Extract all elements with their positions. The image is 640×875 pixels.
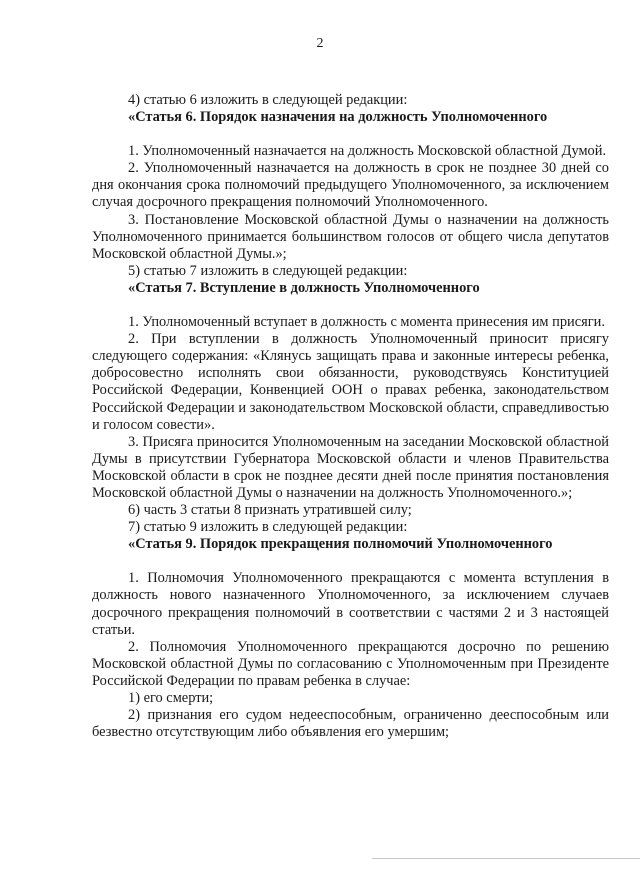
article-6-part-3: 3. Постановление Московской областной Думы о назначении на должность Уполномоченного принимается большинством голосов от общего числа депутатов Московской областной Думы.»;: [92, 211, 609, 262]
amendment-item-6: 6) часть 3 статьи 8 признать утратившей силу;: [128, 502, 412, 519]
amendment-item-7: 7) статью 9 изложить в следующей редакции:: [128, 519, 408, 536]
article-7-part-3: 3. Присяга приносится Уполномоченным на заседании Московской областной Думы в присутствии Губернатора Московской области и членов Правительства Московской области в срок не позднее десяти дней после принятия постановления Московской областной Думы о назначении на должность Уполномоченного.»;: [92, 433, 609, 501]
amendment-item-5: 5) статью 7 изложить в следующей редакции:: [128, 262, 408, 279]
scan-edge-line: [372, 858, 640, 859]
page-number: 2: [316, 36, 324, 51]
article-9-heading: «Статья 9. Порядок прекращения полномочий Уполномоченного: [128, 536, 553, 553]
spacer: [92, 553, 609, 570]
article-9-part-2-clause-1: 1) его смерти;: [128, 690, 214, 706]
amendment-item-4: 4) статью 6 изложить в следующей редакции:: [128, 92, 408, 108]
article-7-part-2: 2. При вступлении в должность Уполномоченный приносит присягу следующего содержания: «Клянусь защищать права и законные интересы ребенка, добросовестно исполнять свои обязанности, руководствуясь Конституцией Российской Федерации, Конвенцией ООН о правах ребенка, законодательством Российской Федерации и законодательством Московской области, справедливостью и голосом совести».: [92, 331, 609, 433]
spacer: [92, 126, 609, 143]
article-6-part-2: 2. Уполномоченный назначается на должность в срок не позднее 30 дней со дня окончания срока полномочий предыдущего Уполномоченного, за исключением случая досрочного прекращения полномочий Уполномоченного.: [92, 160, 609, 211]
article-9-part-1: 1. Полномочия Уполномоченного прекращаются с момента вступления в должность нового назначенного Уполномоченного, за исключением случаев досрочного прекращения полномочий в соответствии с частями 2 и 3 настоящей статьи.: [92, 570, 609, 638]
article-6-heading: «Статья 6. Порядок назначения на должность Уполномоченного: [128, 109, 548, 126]
spacer: [92, 297, 609, 314]
article-7-heading: «Статья 7. Вступление в должность Уполномоченного: [128, 279, 480, 296]
article-7-part-1: 1. Уполномоченный вступает в должность с момента принесения им присяги.: [128, 314, 605, 331]
article-9-part-2-clause-2: 2) признания его судом недееспособным, ограниченно дееспособным или безвестно отсутствующим либо объявления его умершим;: [92, 707, 609, 741]
article-6-part-1: 1. Уполномоченный назначается на должность Московской областной Думой.: [128, 143, 607, 160]
document-body: [92, 92, 609, 741]
article-9-part-2: 2. Полномочия Уполномоченного прекращаются досрочно по решению Московской областной Думы по согласованию с Уполномоченным при Президенте Российской Федерации по правам ребенка в случае:: [92, 638, 609, 689]
